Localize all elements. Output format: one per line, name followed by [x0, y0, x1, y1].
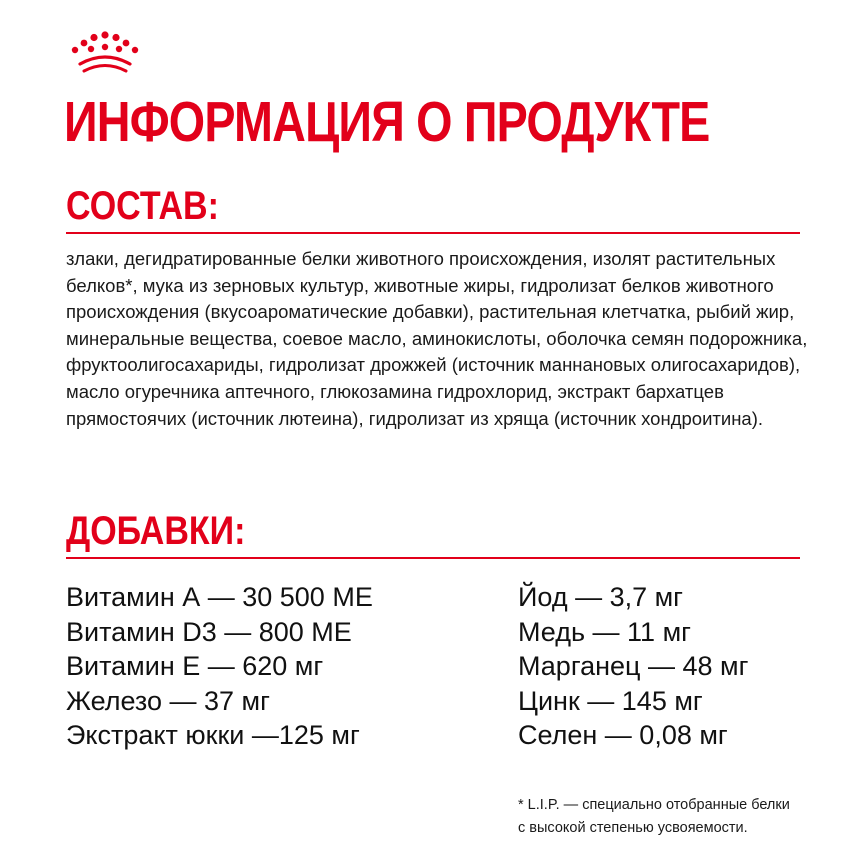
additives-left-list: [66, 580, 373, 753]
composition-divider: [66, 232, 800, 234]
additives-right-list: [518, 580, 748, 753]
footnote-line-1: * L.I.P. — специально отобранные белки: [518, 797, 790, 813]
footnote: [518, 794, 790, 840]
additive-iodine: Йод — 3,7 мг: [518, 582, 684, 612]
composition-text: злаки, дегидратированные белки животного происхождения, изолят растительных белков*, мука из зерновых культур, животные жиры, гидролизат белков животного происхождения (вкусоароматические добавки), растительная клетчатка, рыбий жир, минеральные вещества, соевое масло, аминокислоты, оболочка семян подорожника, фруктоолигосахариды, гидролизат дрожжей (источник маннановых олигосахаридов), масло огуречника аптечного, глюкозамина гидрохлорид, экстракт бархатцев прямостоячих (источник лютеина), гидролизат из хряща (источник хондроитина).: [66, 248, 808, 429]
crown-icon: [66, 28, 144, 76]
additive-manganese: Марганец — 48 мг: [518, 651, 749, 682]
composition-heading: СОСТАВ:: [66, 184, 219, 228]
additive-copper: Медь — 11 мг: [518, 616, 691, 647]
additives-divider: [66, 557, 800, 559]
additive-iron: Железо — 37 мг: [66, 685, 270, 716]
additive-yucca-extract: Экстракт юкки —125 мг: [66, 720, 360, 751]
footnote-line-2: с высокой степенью усвояемости.: [518, 820, 748, 836]
additive-vitamin-e: Витамин Е — 620 мг: [66, 651, 324, 682]
additive-vitamin-d3: Витамин D3 — 800 МЕ: [66, 616, 352, 647]
additive-selenium: Селен — 0,08 мг: [518, 720, 728, 751]
additive-vitamin-a: Витамин А — 30 500 МЕ: [66, 582, 373, 612]
page-title: ИНФОРМАЦИЯ О ПРОДУКТЕ: [64, 90, 710, 154]
additive-zinc: Цинк — 145 мг: [518, 685, 703, 716]
additives-heading: ДОБАВКИ:: [66, 509, 246, 553]
